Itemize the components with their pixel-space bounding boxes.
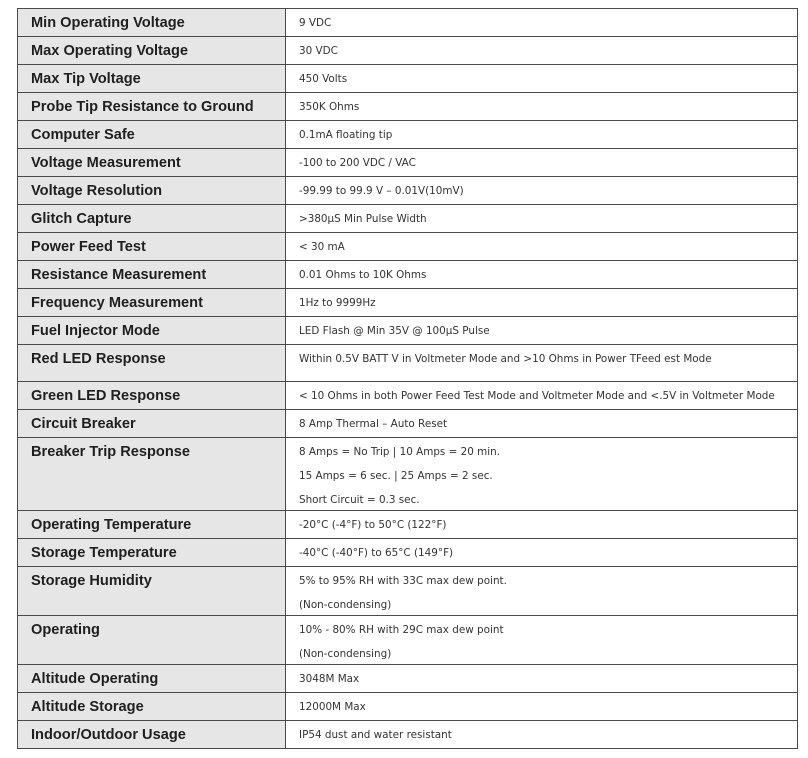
spec-label: Frequency Measurement — [18, 289, 286, 317]
spec-value-line: 1Hz to 9999Hz — [299, 297, 376, 309]
spec-value-line: 8 Amps = No Trip | 10 Amps = 20 min. — [299, 446, 501, 458]
spec-value — [286, 289, 798, 317]
spec-value — [286, 567, 798, 616]
spec-label: Voltage Resolution — [18, 177, 286, 205]
specifications-table — [17, 8, 798, 749]
spec-label: Max Tip Voltage — [18, 65, 286, 93]
spec-value-line: 9 VDC — [299, 17, 332, 29]
spec-value — [286, 410, 798, 438]
spec-value-line: >380µS Min Pulse Width — [299, 213, 427, 225]
spec-value — [286, 37, 798, 65]
spec-value-line: 8 Amp Thermal – Auto Reset — [299, 418, 448, 430]
spec-row — [18, 665, 798, 693]
spec-row — [18, 616, 798, 665]
spec-label: Altitude Storage — [18, 693, 286, 721]
spec-label: Min Operating Voltage — [18, 9, 286, 37]
spec-value-line: 450 Volts — [299, 73, 348, 85]
spec-label: Breaker Trip Response — [18, 438, 286, 511]
spec-row — [18, 65, 798, 93]
spec-value-line: < 30 mA — [299, 241, 345, 253]
spec-value-line: -100 to 200 VDC / VAC — [299, 157, 416, 169]
spec-value-line: 12000M Max — [299, 701, 366, 713]
spec-value — [286, 65, 798, 93]
spec-value — [286, 205, 798, 233]
spec-value-line: Within 0.5V BATT V in Voltmeter Mode and >10 Ohms in Power TFeed est Mode — [299, 353, 712, 365]
spec-value-line: -20°C (-4°F) to 50°C (122°F) — [299, 519, 447, 531]
spec-label: Operating Temperature — [18, 511, 286, 539]
spec-row — [18, 317, 798, 345]
spec-value — [286, 121, 798, 149]
spec-label: Circuit Breaker — [18, 410, 286, 438]
spec-row — [18, 149, 798, 177]
spec-label: Storage Humidity — [18, 567, 286, 616]
spec-value — [286, 149, 798, 177]
spec-row — [18, 121, 798, 149]
spec-value-line: -99.99 to 99.9 V – 0.01V(10mV) — [299, 185, 464, 197]
spec-row — [18, 345, 798, 382]
spec-row — [18, 9, 798, 37]
spec-row — [18, 693, 798, 721]
spec-label: Fuel Injector Mode — [18, 317, 286, 345]
spec-row — [18, 721, 798, 749]
spec-label: Glitch Capture — [18, 205, 286, 233]
spec-label: Computer Safe — [18, 121, 286, 149]
spec-label: Max Operating Voltage — [18, 37, 286, 65]
spec-value — [286, 693, 798, 721]
spec-value — [286, 93, 798, 121]
spec-label: Resistance Measurement — [18, 261, 286, 289]
spec-value-line: 5% to 95% RH with 33C max dew point. — [299, 575, 507, 587]
spec-row — [18, 37, 798, 65]
spec-row — [18, 233, 798, 261]
spec-value-line: (Non-condensing) — [299, 599, 392, 611]
spec-label: Indoor/Outdoor Usage — [18, 721, 286, 749]
spec-row — [18, 410, 798, 438]
spec-value-line: IP54 dust and water resistant — [299, 729, 452, 741]
spec-label: Altitude Operating — [18, 665, 286, 693]
spec-value-line: 30 VDC — [299, 45, 338, 57]
spec-row — [18, 382, 798, 410]
spec-value — [286, 177, 798, 205]
spec-row — [18, 205, 798, 233]
spec-value — [286, 233, 798, 261]
spec-row — [18, 567, 798, 616]
spec-value-line: 0.1mA floating tip — [299, 129, 393, 141]
spec-row — [18, 511, 798, 539]
spec-value — [286, 345, 798, 382]
spec-label: Probe Tip Resistance to Ground — [18, 93, 286, 121]
spec-value — [286, 539, 798, 567]
spec-value-line: -40°C (-40°F) to 65°C (149°F) — [299, 547, 454, 559]
spec-row — [18, 261, 798, 289]
spec-value-line: 0.01 Ohms to 10K Ohms — [299, 269, 427, 281]
specifications-body — [18, 9, 798, 749]
spec-row — [18, 177, 798, 205]
spec-value — [286, 616, 798, 665]
spec-row — [18, 539, 798, 567]
spec-label: Voltage Measurement — [18, 149, 286, 177]
spec-value — [286, 665, 798, 693]
spec-value — [286, 9, 798, 37]
spec-label: Power Feed Test — [18, 233, 286, 261]
spec-value-line: Short Circuit = 0.3 sec. — [299, 494, 420, 506]
spec-row — [18, 438, 798, 511]
spec-value — [286, 511, 798, 539]
spec-value — [286, 438, 798, 511]
spec-value-line: (Non-condensing) — [299, 648, 392, 660]
spec-value — [286, 721, 798, 749]
spec-value-line: 10% - 80% RH with 29C max dew point — [299, 624, 504, 636]
spec-row — [18, 93, 798, 121]
spec-label: Storage Temperature — [18, 539, 286, 567]
spec-label: Green LED Response — [18, 382, 286, 410]
spec-value-line: 15 Amps = 6 sec. | 25 Amps = 2 sec. — [299, 470, 493, 482]
spec-value-line: 3048M Max — [299, 673, 360, 685]
spec-label: Red LED Response — [18, 345, 286, 382]
spec-row — [18, 289, 798, 317]
spec-value — [286, 317, 798, 345]
spec-value-line: < 10 Ohms in both Power Feed Test Mode and Voltmeter Mode and <.5V in Voltmeter Mode — [299, 390, 775, 402]
spec-value-line: 350K Ohms — [299, 101, 360, 113]
spec-value-line: LED Flash @ Min 35V @ 100µS Pulse — [299, 325, 490, 337]
spec-label: Operating — [18, 616, 286, 665]
spec-value — [286, 261, 798, 289]
spec-value — [286, 382, 798, 410]
